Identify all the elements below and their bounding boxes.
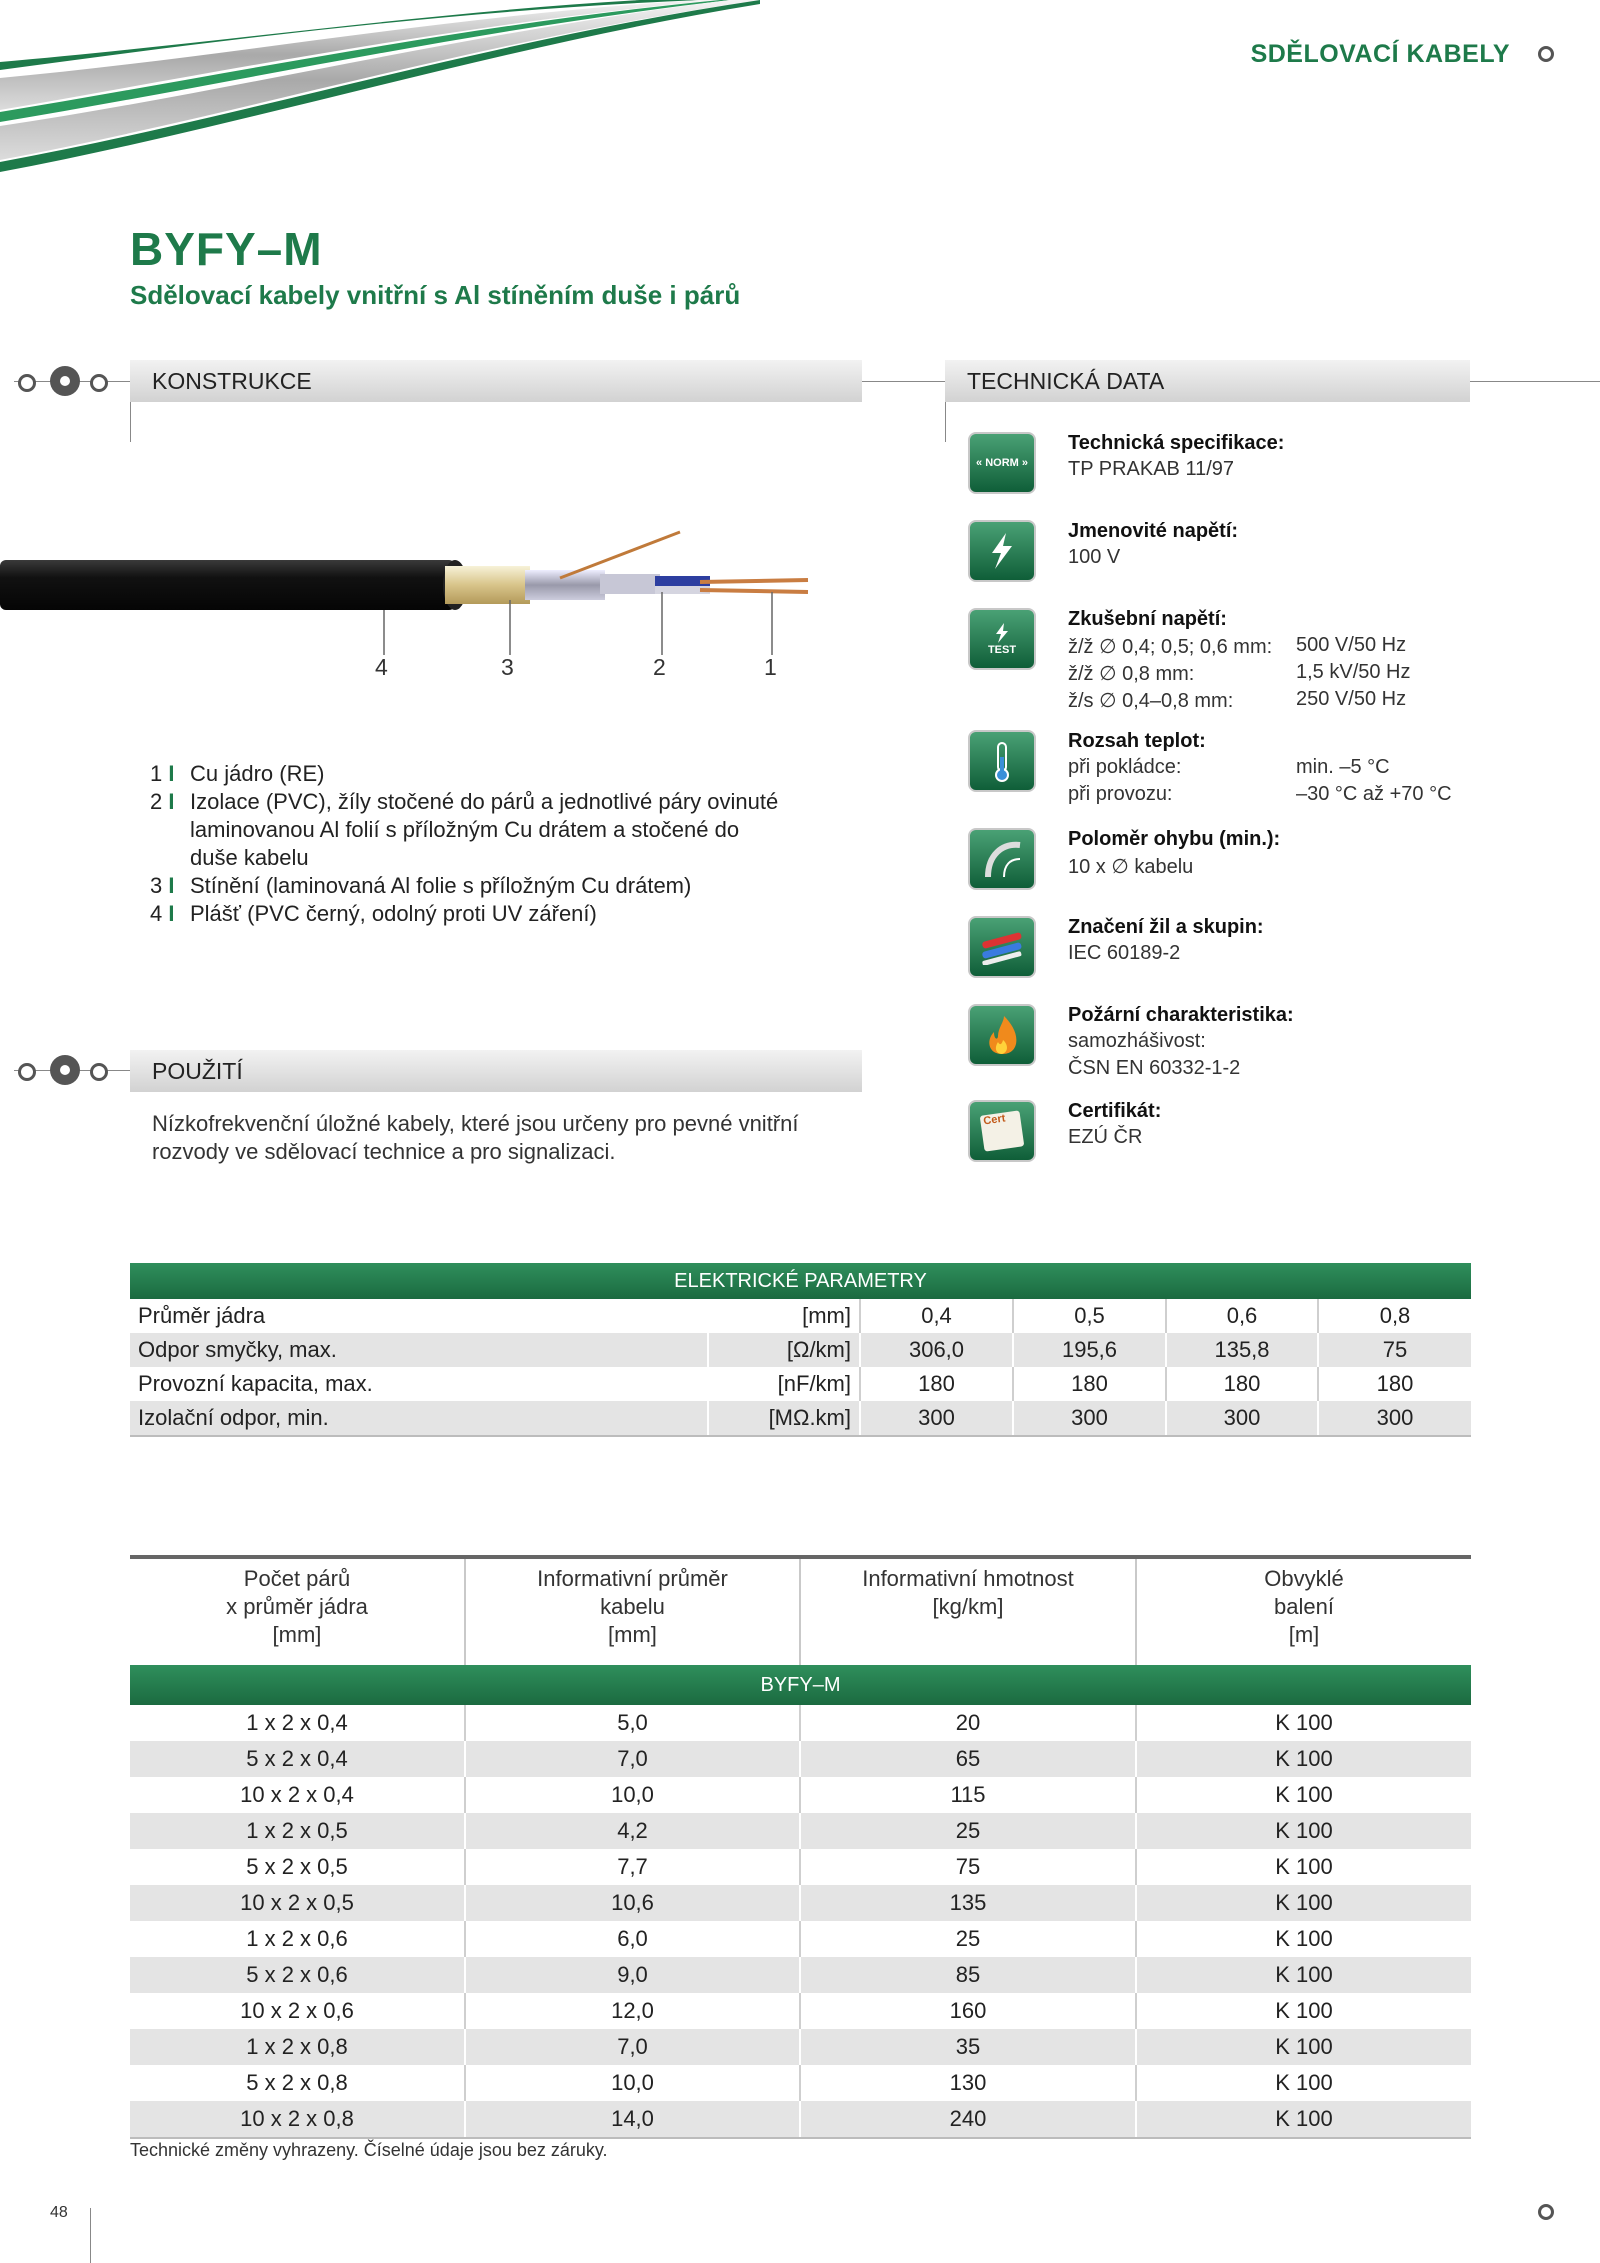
table-cell: 4,2 — [465, 1813, 800, 1849]
table-row — [130, 2101, 1471, 2138]
list-item: 3 I Stínění (laminovaná Al folie s příložným Cu drátem) — [150, 873, 692, 898]
param-name: Izolační odpor, min. — [130, 1401, 708, 1436]
param-value: 180 — [1318, 1367, 1471, 1401]
table-cell: 6,0 — [465, 1921, 800, 1957]
tech-value: min. –5 °C — [1296, 756, 1390, 778]
param-value: 0,4 — [860, 1299, 1013, 1333]
table-cell: K 100 — [1136, 2029, 1471, 2065]
table-row — [130, 1299, 1471, 1333]
table-row — [130, 1367, 1471, 1401]
item-number: 3 — [150, 873, 163, 898]
tech-key: při provozu: — [1068, 783, 1173, 805]
table-cell: 7,0 — [465, 1741, 800, 1777]
table-row — [130, 1705, 1471, 1741]
tech-fire-item — [968, 1004, 1568, 1084]
usage-text — [152, 1110, 872, 1166]
certificate-icon — [968, 1100, 1036, 1162]
table-row — [130, 2029, 1471, 2065]
tech-label: Jmenovité napětí: — [1068, 520, 1239, 542]
param-value: 180 — [860, 1367, 1013, 1401]
electrical-parameters-table — [130, 1263, 1471, 1437]
header-line: [mm] — [608, 1622, 657, 1647]
tech-value: 100 V — [1068, 546, 1121, 568]
tech-value: 250 V/50 Hz — [1296, 688, 1407, 710]
item-text: Plášť (PVC černý, odolný proti UV záření) — [190, 901, 597, 926]
usage-heading: POUŽITÍ — [130, 1050, 862, 1092]
connector-node-icon — [18, 1063, 36, 1081]
cable-part-label: 2 — [653, 654, 666, 680]
tech-value: TP PRAKAB 11/97 — [1068, 458, 1235, 480]
footer-dot-icon — [1538, 2204, 1554, 2220]
table-row — [130, 1993, 1471, 2029]
header-line: Informativní hmotnost — [862, 1566, 1074, 1591]
tech-label: Požární charakteristika: — [1068, 1004, 1294, 1026]
header-dot-icon — [1538, 46, 1554, 62]
table-cell: 65 — [800, 1741, 1136, 1777]
table-cell: 7,0 — [465, 2029, 800, 2065]
tech-key: ž/ž ∅ 0,8 mm: — [1068, 663, 1195, 685]
footer-line — [90, 2208, 91, 2263]
list-item: 1 I Cu jádro (RE) — [150, 761, 325, 786]
column-header — [800, 1557, 1136, 1665]
table-cell: 240 — [800, 2101, 1136, 2138]
connector-node-icon — [90, 374, 108, 392]
tech-spec-item — [968, 432, 1568, 492]
tech-value: 1,5 kV/50 Hz — [1296, 661, 1411, 683]
param-value: 300 — [1318, 1401, 1471, 1436]
table-cell: K 100 — [1136, 2101, 1471, 2138]
thermometer-icon — [968, 730, 1036, 792]
table-row — [130, 1777, 1471, 1813]
table-cell: 160 — [800, 1993, 1136, 2029]
table-cell: K 100 — [1136, 1921, 1471, 1957]
param-value: 180 — [1166, 1367, 1318, 1401]
table-cell: K 100 — [1136, 1777, 1471, 1813]
tech-label: Technická specifikace: — [1068, 432, 1285, 454]
table-row — [130, 1813, 1471, 1849]
table-cell: 35 — [800, 2029, 1136, 2065]
usage-line: Nízkofrekvenční úložné kabely, které jsou určeny pro pevné vnitřní — [152, 1111, 799, 1136]
header-line: [kg/km] — [932, 1594, 1004, 1619]
table-cell: K 100 — [1136, 1993, 1471, 2029]
tech-value: 500 V/50 Hz — [1296, 634, 1407, 656]
table-cell: K 100 — [1136, 1741, 1471, 1777]
technical-heading: TECHNICKÁ DATA — [945, 360, 1470, 402]
table-header-row — [130, 1557, 1471, 1665]
construction-heading: KONSTRUKCE — [130, 360, 862, 402]
cable-part-label: 4 — [375, 654, 388, 680]
item-text: Stínění (laminovaná Al folie s příložným Cu drátem) — [190, 873, 692, 898]
header-line: x průměr jádra — [226, 1594, 368, 1619]
column-header — [465, 1557, 800, 1665]
item-number: 1 — [150, 761, 163, 786]
product-subtitle: Sdělovací kabely vnitřní s Al stíněním duše i párů — [130, 280, 741, 310]
table-row — [130, 1921, 1471, 1957]
param-value: 0,8 — [1318, 1299, 1471, 1333]
tech-label: Zkušební napětí: — [1068, 608, 1227, 630]
fire-icon — [968, 1004, 1036, 1066]
param-value: 0,5 — [1013, 1299, 1166, 1333]
table-cell: 25 — [800, 1921, 1136, 1957]
table-row — [130, 1849, 1471, 1885]
table-cell: 5 x 2 x 0,6 — [130, 1957, 465, 1993]
table-cell: 5 x 2 x 0,8 — [246, 2070, 348, 2095]
header-cable-graphic — [0, 0, 760, 190]
connector-node-icon — [18, 374, 36, 392]
table-cell: 75 — [800, 1849, 1136, 1885]
category-title: SDĚLOVACÍ KABELY — [1250, 40, 1510, 68]
table-cell: 5 x 2 x 0,5 — [246, 1854, 348, 1879]
product-title: BYFY–M — [130, 223, 323, 275]
header-line: balení — [1274, 1594, 1334, 1619]
table-cell: K 100 — [1136, 1957, 1471, 1993]
param-value: 300 — [1013, 1401, 1166, 1436]
product-variants-table — [130, 1555, 1471, 2139]
table-cell: 85 — [800, 1957, 1136, 1993]
table-row — [130, 1957, 1471, 1993]
list-item: 4 I Plášť (PVC černý, odolný proti UV záření) — [150, 901, 597, 926]
param-value: 0,6 — [1166, 1299, 1318, 1333]
list-item: 2 I Izolace (PVC), žíly stočené do párů a jednotlivé páry ovinuté laminovanou Al folií s příložným Cu drátem a stočené do duše kabelu — [150, 789, 779, 870]
param-value: 75 — [1318, 1333, 1471, 1367]
header-line: Informativní průměr — [537, 1566, 728, 1591]
tech-label: Poloměr ohybu (min.): — [1068, 828, 1281, 850]
tech-value: 10 x ∅ kabelu — [1068, 856, 1194, 878]
param-value: 180 — [1013, 1367, 1166, 1401]
item-number: 2 — [150, 789, 163, 814]
tech-label: Certifikát: — [1068, 1100, 1162, 1122]
param-unit: [nF/km] — [708, 1367, 860, 1401]
certificate-icon-text: Cert — [980, 1110, 1025, 1151]
header-line: Počet párů — [243, 1566, 351, 1591]
lightning-icon — [968, 520, 1036, 582]
page-number: 48 — [50, 2204, 68, 2221]
table-cell: 25 — [800, 1813, 1136, 1849]
header-line: kabelu — [600, 1594, 665, 1619]
table-cell: 10 x 2 x 0,8 — [130, 2101, 465, 2138]
header-line: Obvyklé — [1264, 1566, 1344, 1591]
table-cell: 9,0 — [465, 1957, 800, 1993]
wire-marking-icon — [968, 916, 1036, 978]
table-cell: 7,7 — [465, 1849, 800, 1885]
usage-line: rozvody ve sdělovací technice a pro signalizaci. — [152, 1139, 616, 1164]
tech-value: samozhášivost: — [1068, 1030, 1206, 1052]
tech-bend-item — [968, 828, 1568, 888]
table-row — [130, 1333, 1471, 1367]
param-name: Odpor smyčky, max. — [130, 1333, 708, 1367]
table-cell: 10,0 — [465, 2065, 800, 2101]
item-text: Cu jádro (RE) — [190, 761, 325, 786]
table-cell: 14,0 — [465, 2101, 800, 2138]
cable-part-label: 1 — [764, 654, 777, 680]
connector-node-icon — [50, 1055, 80, 1085]
tech-marking-item — [968, 916, 1568, 976]
table-cell: 10 x 2 x 0,6 — [240, 1998, 354, 2023]
tech-value: IEC 60189-2 — [1068, 942, 1181, 964]
item-text: duše kabelu — [190, 845, 309, 870]
tech-temp-item — [968, 730, 1568, 810]
construction-list — [150, 760, 830, 928]
tech-key: ž/ž ∅ 0,4; 0,5; 0,6 mm: — [1068, 636, 1273, 658]
connector-line — [862, 381, 946, 382]
table-cell: 1 x 2 x 0,8 — [130, 2029, 465, 2065]
table-cell: K 100 — [1136, 1885, 1471, 1921]
tech-value: EZÚ ČR — [1068, 1126, 1143, 1148]
tech-label: Rozsah teplot: — [1068, 730, 1206, 752]
table-cell: 5,0 — [465, 1705, 800, 1741]
table-cell: 1 x 2 x 0,4 — [246, 1710, 348, 1735]
param-unit: [mm] — [708, 1299, 860, 1333]
connector-line — [1470, 381, 1600, 382]
table-cell: 10,0 — [465, 1777, 800, 1813]
param-name: Provozní kapacita, max. — [130, 1367, 708, 1401]
table-cell: K 100 — [1136, 1813, 1471, 1849]
tech-key: ž/s ∅ 0,4–0,8 mm: — [1068, 690, 1234, 712]
cable-part-label: 3 — [501, 654, 514, 680]
param-value: 300 — [860, 1401, 1013, 1436]
param-value: 300 — [1166, 1401, 1318, 1436]
param-unit: [MΩ.km] — [708, 1401, 860, 1436]
table-cell: 20 — [800, 1705, 1136, 1741]
table-cell: 130 — [800, 2065, 1136, 2101]
table-cell: 10 x 2 x 0,5 — [130, 1885, 465, 1921]
table-cell: 12,0 — [465, 1993, 800, 2029]
product-band: BYFY–M — [130, 1665, 1471, 1705]
param-value: 195,6 — [1013, 1333, 1166, 1367]
param-name: Průměr jádra — [130, 1299, 708, 1333]
footer-note: Technické změny vyhrazeny. Číselné údaje jsou bez záruky. — [130, 2140, 608, 2160]
table-cell: 1 x 2 x 0,5 — [130, 1813, 465, 1849]
table-cell: 115 — [800, 1777, 1136, 1813]
tech-cert-item — [968, 1100, 1568, 1160]
table-row — [130, 1885, 1471, 1921]
table-cell: 10,6 — [465, 1885, 800, 1921]
table-row — [130, 2065, 1471, 2101]
connector-node-icon — [90, 1063, 108, 1081]
table-title: ELEKTRICKÉ PARAMETRY — [130, 1263, 1471, 1299]
header-line: [m] — [1288, 1622, 1320, 1647]
tech-voltage-item — [968, 520, 1568, 580]
param-unit: [Ω/km] — [708, 1333, 860, 1367]
column-header — [130, 1557, 465, 1665]
param-value: 306,0 — [860, 1333, 1013, 1367]
tech-key: při pokládce: — [1068, 756, 1182, 778]
test-icon — [968, 608, 1036, 670]
param-value: 135,8 — [1166, 1333, 1318, 1367]
connector-node-icon — [50, 366, 80, 396]
tech-value: –30 °C až +70 °C — [1296, 783, 1452, 805]
header-line: [mm] — [272, 1622, 322, 1647]
table-cell: 1 x 2 x 0,6 — [246, 1926, 348, 1951]
table-cell: 135 — [800, 1885, 1136, 1921]
table-cell: K 100 — [1136, 1705, 1471, 1741]
table-cell: K 100 — [1136, 2065, 1471, 2101]
table-cell: 10 x 2 x 0,4 — [240, 1782, 354, 1807]
table-cell: K 100 — [1136, 1849, 1471, 1885]
table-row — [130, 1401, 1471, 1436]
table-cell: 5 x 2 x 0,4 — [130, 1741, 465, 1777]
column-header — [1136, 1557, 1471, 1665]
item-text: Izolace (PVC), žíly stočené do párů a jednotlivé páry ovinuté — [190, 789, 779, 814]
test-icon-text: TEST — [987, 644, 1017, 656]
tech-value: ČSN EN 60332-1-2 — [1068, 1057, 1241, 1079]
item-text: laminovanou Al folií s příložným Cu drátem a stočené do — [190, 817, 740, 842]
item-number: 4 — [150, 901, 163, 926]
norm-icon: « NORM » — [968, 432, 1036, 494]
tech-test-item — [968, 608, 1568, 712]
tech-label: Značení žil a skupin: — [1068, 916, 1264, 938]
bend-radius-icon — [968, 828, 1036, 890]
table-row — [130, 1741, 1471, 1777]
